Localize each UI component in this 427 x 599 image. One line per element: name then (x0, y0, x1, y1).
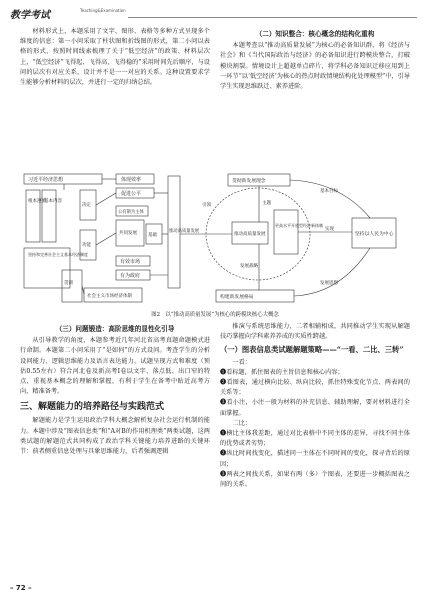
diagram-label: 有为政府 (120, 273, 141, 279)
list-item: ❸两表之间找关系，如果有两（多）个图表，还要进一步概括图表之间的关系。 (220, 470, 410, 489)
section-heading: （三）问题锻造：高阶思维的显性化引导 (55, 325, 175, 333)
diagram-label: 主题 (262, 201, 271, 206)
diagram-label: 公有制为主体 (118, 210, 144, 215)
right-column-top (220, 27, 410, 92)
journal-logo-subtitle: Teaching&Examination (80, 8, 126, 13)
diagram-label: 坚持和完善社会主义基本经济制度 (28, 252, 88, 257)
diagram-label: 推动高质量发展 (234, 232, 266, 237)
diagram-label: 促进公平 (121, 191, 142, 197)
diagram-label: 决定 (82, 203, 91, 208)
diagram-label: 实现 (325, 227, 334, 232)
diagram-label: 引领 (202, 203, 211, 208)
diagram-label: 发展思想 (320, 281, 338, 286)
diagram-box (62, 270, 82, 302)
paragraph: 从引导教学的角度，本题参考近几年河北省高考真题命题模式进行命制。本题第二小问采用了“是如何”的方式设问。考查学生的分析设问能力、逻辑思维能力及语言表达能力。试题呈现方式和难度（预估0.55左右）符合河北卷及新高考Ⅰ卷以文字、落点低、出口窄的特点，重视基本概念的理解和掌握。有利于学生在备考中贴近高考方向，精准备考。 (20, 337, 210, 396)
page-number: – 72 – (10, 584, 32, 592)
list-item: ❶横比主体我差距，通过对比表格中不同主体的差异，寻找不同主体的优势或者劣势； (220, 430, 410, 448)
journal-logo: 教学考试 (10, 10, 50, 21)
diagram-box (42, 190, 56, 242)
diagram-label: 体现效率 (121, 177, 142, 183)
paragraph: 二比： (232, 419, 251, 427)
diagram-label: 构建新发展格局 (220, 295, 254, 300)
right-column-bottom (220, 322, 410, 490)
list-item: ❷看图表，通过横向比较、纵向比较，抓住特殊变化节点、两表间的关系等； (220, 379, 410, 397)
list-item: ❸看小注，小注一般为材料的补充信息、辅助理解，要对材料进行全面掌握。 (220, 399, 410, 417)
concept-diagram (20, 172, 410, 308)
diagram-label: 贯彻新发展理念 (232, 179, 266, 184)
chapter-heading: 三、解题能力的培养路径与实践范式 (20, 402, 165, 413)
diagram-box (274, 210, 298, 254)
diagram-box (26, 190, 40, 242)
left-column-top (20, 27, 210, 88)
diagram-label: 社会主义市场经济体制 (87, 294, 132, 299)
figure-caption: 图2 以“推动高质量发展”为核心的跨模块核心大概念 (151, 312, 279, 318)
header-rule (128, 17, 417, 18)
diagram-label: 共同发展 (119, 231, 137, 236)
diagram-label: 基础 (148, 233, 157, 238)
list-item: ❶看标题，抓住图表的主旨信息和核心内容； (220, 368, 344, 376)
paragraph: 一看： (232, 358, 251, 366)
diagram-label: 基本目标 (320, 189, 338, 194)
subsection-heading: （一）图表信息类试题解题策略——“一看、二比、三转” (220, 345, 404, 355)
page-header (10, 6, 417, 22)
list-item: ❷纵比时间找变化，描述同一主体在不同时间的变化，探寻背后的原因； (220, 450, 410, 468)
diagram-label: 根本遵循 (28, 199, 46, 204)
left-column-bottom (20, 322, 210, 457)
section-heading: （二）知识整合：核心概念的结构化重构 (255, 30, 375, 38)
diagram-label: 推动高质量发展 (169, 229, 200, 234)
diagram-label: 有效市场 (120, 259, 141, 265)
paragraph: 本题考查以“推动高质量发展”为核心的必备知识群，将《经济与社会》和《当代国际政治与经济》的必备知识进行跨模块整合，打破模块割裂。情境设计上超越单点碎片，将学科必备知识迁移应用到上一环节“以‘低空经济’为核心的热点时政情境结构化处理模型”中，引导学生实现思维跃迁、素养进阶。 (220, 42, 410, 91)
diagram-label: 功能 (82, 243, 91, 248)
diagram-label: 发展战略 (240, 264, 258, 269)
diagram-label: 习近平经济思想 (28, 177, 64, 183)
diagram-label: 基本内容 (44, 199, 62, 204)
diagram-label: 坚持以人民为中心 (355, 232, 394, 237)
diagram-label: 贯彻 (64, 281, 73, 286)
diagram-label: 更高水平开放型经济新体制 (275, 223, 323, 228)
paragraph: 解题能力是学生运用政治学科大概念解析复杂社会运行机制的能力。本题中涉及“图表信息类”和“A对B的作用机理类”两类试题，这两类试题的解题范式共同构成了政治学科关键能力培养进路的关键环节：前者侧重信息处理与具象思维能力，后者强调逻辑 (20, 417, 210, 456)
paragraph: 材料形式上，本题采用了文字、图形、表格等多种方式呈现多个维度的信息：第一小问采取了柱状图和折线图的形式，第二小问以表格的形式、按照时间线索梳理了关于“低空经济”的政策、材料层次上，“低空经济”飞得起、飞得高、飞得稳的”采用时间先后顺序，与设问的层次有对应关系，设计并不是一一对应的关系。这种设置要求学生能够分析材料的层次，并进行一定的归纳总结。 (20, 28, 210, 87)
paragraph: 推演与系统思维能力，二者相辅相成，共同推动学生实现从解题技巧掌握向学科素养养成的实质性跨越。 (220, 323, 410, 341)
